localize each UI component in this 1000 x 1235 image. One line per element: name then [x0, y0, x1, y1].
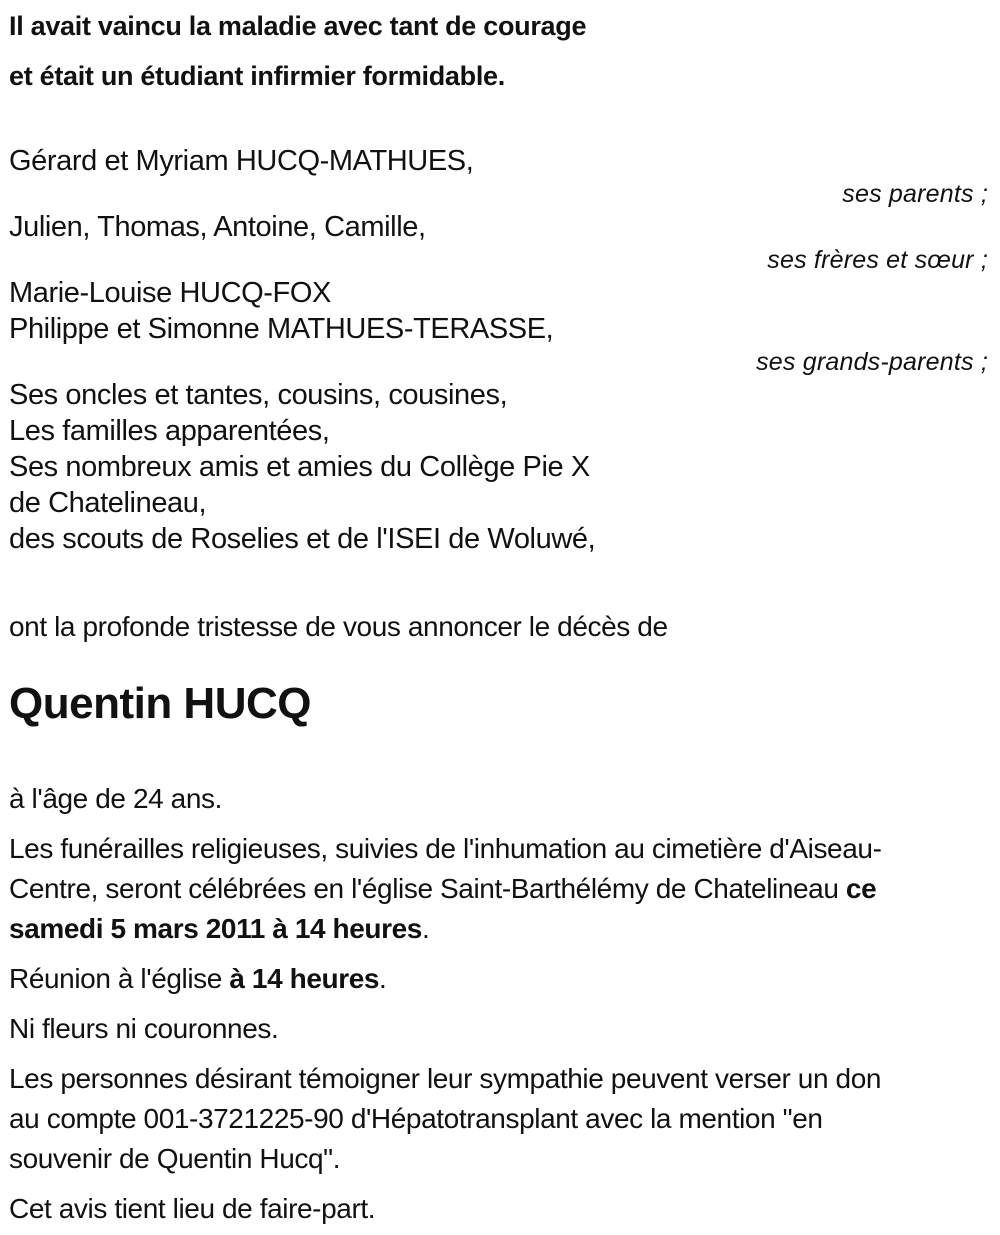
- family-member-line: Les familles apparentées,: [9, 415, 330, 447]
- funeral-details-paragraph: [9, 829, 988, 949]
- funeral-line-2: Centre, seront célébrées en l'église Saint-Barthélémy de Chatelineau ce: [9, 873, 877, 904]
- epitaph-line-1: Il avait vaincu la maladie avec tant de courage: [9, 11, 587, 41]
- family-member-line: Ses nombreux amis et amies du Collège Pie X: [9, 451, 590, 483]
- relation-label: ses frères et sœur ;: [767, 246, 988, 274]
- funeral-line-3: samedi 5 mars 2011 à 14 heures.: [9, 913, 430, 944]
- family-list: [9, 143, 988, 557]
- family-member-line: Philippe et Simonne MATHUES-TERASSE,: [9, 313, 554, 345]
- announcement-sentence: ont la profonde tristesse de vous annoncer le décès de: [9, 611, 668, 642]
- donation-line-1: Les personnes désirant témoigner leur sympathie peuvent verser un don: [9, 1063, 882, 1094]
- family-member-line: de Chatelineau,: [9, 487, 207, 519]
- epitaph-line-2: et était un étudiant infirmier formidable.: [9, 61, 505, 91]
- funeral-date-bold-start: ce: [845, 873, 877, 904]
- family-member-line: Julien, Thomas, Antoine, Camille,: [9, 211, 426, 243]
- flowers-line: Ni fleurs ni couronnes.: [9, 1013, 279, 1044]
- reunion-line: Réunion à l'église à 14 heures.: [9, 963, 387, 994]
- family-member-line: Gérard et Myriam HUCQ-MATHUES,: [9, 145, 474, 177]
- family-member-line: Ses oncles et tantes, cousins, cousines,: [9, 379, 508, 411]
- funeral-line-1: Les funérailles religieuses, suivies de l'inhumation au cimetière d'Aiseau-: [9, 833, 882, 864]
- family-member-line: des scouts de Roselies et de l'ISEI de Woluwé,: [9, 523, 596, 555]
- relation-label: ses parents ;: [842, 180, 988, 208]
- donation-line-3: souvenir de Quentin Hucq".: [9, 1143, 341, 1174]
- family-member-line: Marie-Louise HUCQ-FOX: [9, 277, 331, 309]
- donation-paragraph: [9, 1059, 988, 1179]
- closing-line: Cet avis tient lieu de faire-part.: [9, 1193, 376, 1224]
- deceased-name-heading: Quentin HUCQ: [9, 679, 311, 728]
- reunion-time-bold: à 14 heures: [229, 963, 380, 994]
- donation-line-2: au compte 001-3721225-90 d'Hépatotransplant avec la mention "en: [9, 1103, 823, 1134]
- relation-label: ses grands-parents ;: [756, 348, 988, 376]
- funeral-date-bold: samedi 5 mars 2011 à 14 heures: [9, 913, 422, 944]
- age-line: à l'âge de 24 ans.: [9, 783, 222, 814]
